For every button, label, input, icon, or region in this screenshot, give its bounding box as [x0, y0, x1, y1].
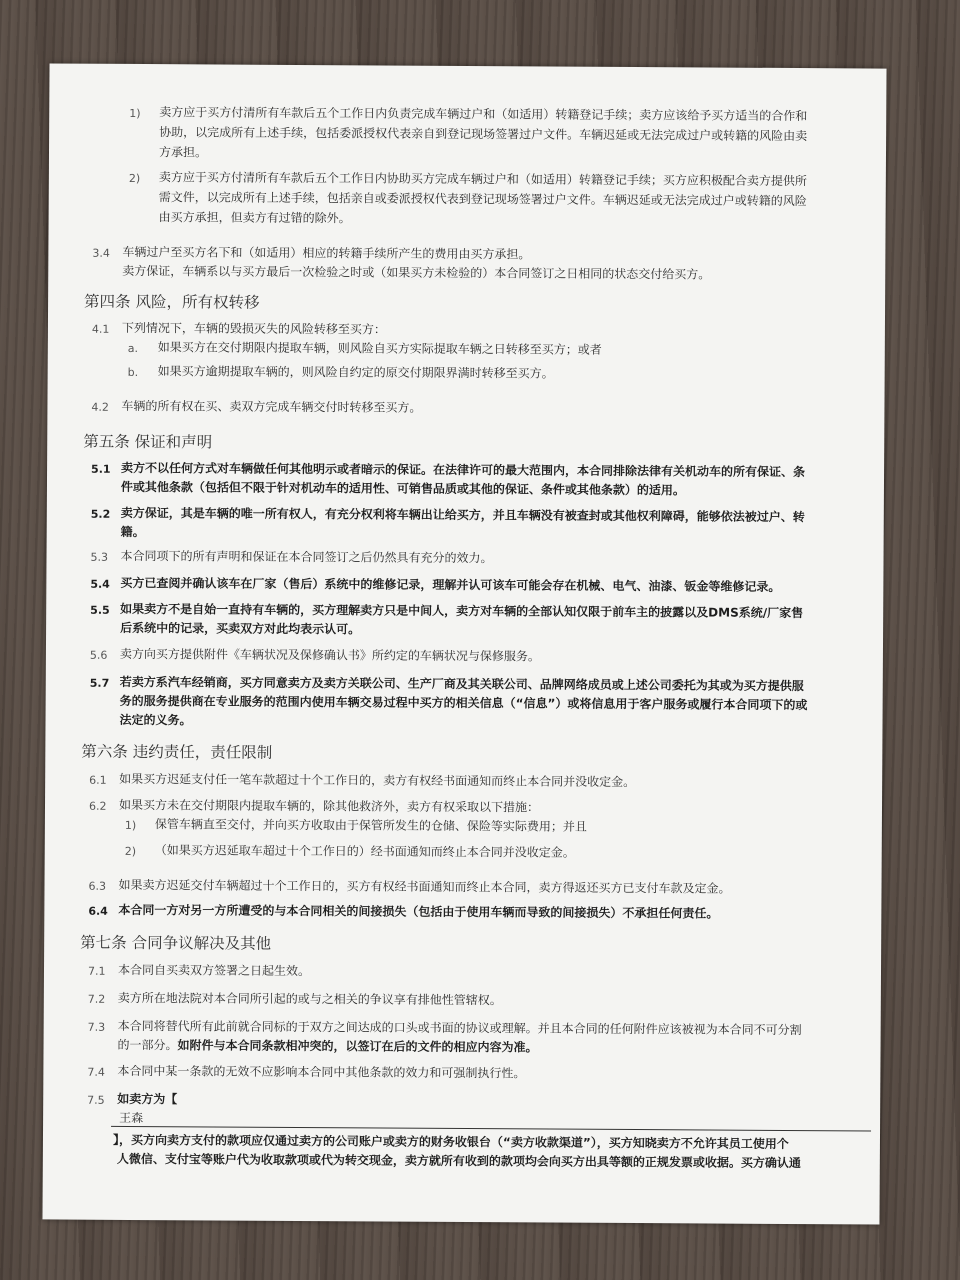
clause-number: 5.1	[91, 462, 111, 476]
clause-text: 件或其他条款（包括但不限于针对机动车的适用性、可销售品质或其他的保证、条件或其他条款）的适用。	[120, 479, 686, 498]
clause-text: 卖方不以任何方式对车辆做任何其他明示或者暗示的保证。在法律许可的最大范围内，本合同排除法律有关机动车的所有保证、条	[121, 460, 806, 480]
clause-text: 后系统中的记录，买卖双方对此均表示认可。	[120, 620, 361, 637]
clause-text: 如卖方为【	[117, 1091, 178, 1107]
clause-text: 本合同项下的所有声明和保证在本合同签订之后仍然具有充分的效力。	[120, 548, 493, 566]
clause-number: 7.2	[87, 992, 106, 1006]
clause-number: 5.2	[90, 507, 111, 521]
clause-text: 卖方保证，车辆系以与买方最后一次检验之时或（如果买方未检验的）本合同签订之日相同的状态交付给买方。	[122, 263, 711, 282]
clause-number: 5.5	[90, 603, 110, 617]
clause-text: 人微信、支付宝等账户代为收取款项或代为转交现金，卖方就所有收到的款项均会向买方出具等额的正规发票或收据。买方确认通	[116, 1151, 801, 1171]
clause-number: 6.2	[88, 799, 107, 813]
item-number: 2)	[124, 844, 137, 858]
clause-text: 如果买方迟延支付任一笔车款超过十个工作日的，卖方有权经书面通知而终止本合同并没收定金。	[119, 771, 636, 790]
section-heading: 第五条 保证和声明	[83, 432, 213, 452]
section-heading: 第六条 违约责任，责任限制	[81, 742, 273, 762]
clause-text: 车辆的所有权在买、卖双方完成车辆交付时转移至买方。	[121, 398, 422, 415]
clause-number: 5.7	[89, 676, 110, 690]
clause-number: 5.3	[90, 550, 109, 564]
clause-number: 6.4	[88, 904, 108, 918]
item-number: a.	[127, 341, 139, 356]
clause-text: 卖方向买方提供附件《车辆状况及保修确认书》所约定的车辆状况与保修服务。	[119, 646, 540, 664]
clause-text: （如果买方迟延取车超过十个工作日的）经书面通知而终止本合同并没收定金。	[154, 843, 575, 860]
clause-text: 本合同中某一条款的无效不应影响本合同中其他条款的效力和可强制执行性。	[117, 1063, 526, 1081]
clause-text: 本合同一方对另一方所遭受的与本合同相关的间接损失（包括由于使用车辆而导致的间接损失）不承担任何责任。	[118, 902, 719, 921]
clause-text: 本合同将替代所有此前就合同标的于双方之间达成的口头或书面的协议或理解。并且本合同的任何附件应该被视为本合同不可分割	[117, 1018, 802, 1038]
clause-text: 】，买方向卖方支付的款项应仅通过卖方的公司账户或卖方的财务收银台（“卖方收款渠道”），买方知晓卖方不允许其员工使用个	[112, 1132, 789, 1151]
item-number: 2)	[128, 171, 141, 186]
clause-text-part: 的一部分。	[117, 1037, 178, 1053]
clause-text: 法定的义务。	[119, 712, 192, 728]
clause-text: 由买方承担，但卖方有过错的除外。	[158, 210, 351, 226]
clause-number: 4.1	[91, 322, 110, 336]
clause-number: 6.1	[89, 773, 107, 787]
clause-text: 卖方应于买方付清所有车款后五个工作日内负责完成车辆过户和（如适用）转籍登记手续；卖方应该给予买方适当的合作和	[159, 105, 808, 124]
clause-text: 保管车辆直至交付，并向买方收取由于保管所发生的仓储、保险等实际费用；并且	[154, 817, 587, 834]
clause-text: 务的服务提供商在专业服务的范围内使用车辆交易过程中买方的相关信息（“信息”）或将信息用于客户服务或履行本合同项下的或	[119, 693, 808, 713]
clause-text-bold: 如附件与本合同条款相冲突的，以签订在后的文件的相应内容为准。	[177, 1038, 538, 1055]
clause-number: 7.3	[87, 1020, 106, 1034]
clause-number: 7.1	[87, 964, 106, 978]
clause-number: 4.2	[91, 400, 109, 414]
clause-number: 3.4	[92, 246, 110, 260]
clause-text: 方承担。	[158, 145, 208, 160]
clause-number: 5.6	[89, 648, 108, 662]
clause-text: 本合同自买卖双方签署之日起生效。	[117, 962, 311, 979]
section-heading: 第四条 风险，所有权转移	[84, 292, 260, 312]
fill-in-line	[111, 1126, 871, 1132]
clause-text: 需文件，以完成所有上述手续，包括亲自或委派授权代表到登记现场签署过户文件。车辆迟延或无法完成过户或转籍的风险	[158, 190, 807, 209]
clause-text	[117, 1037, 537, 1057]
clause-text: 如果卖方不是自始一直持有车辆的，买方理解卖方只是中间人，卖方对车辆的全部认知仅限于前车主的披露以及DMS系统/厂家售	[120, 601, 804, 621]
clause-text: 如果卖方迟延交付车辆超过十个工作日的，买方有权经书面通知而终止本合同，卖方得返还买方已支付车款及定金。	[118, 877, 731, 896]
clause-text: 如果买方在交付期限内提取车辆，则风险自买方实际提取车辆之日转移至买方；或者	[157, 340, 602, 357]
clause-text: 车辆过户至买方名下和（如适用）相应的转籍手续所产生的费用由买方承担。	[122, 244, 531, 262]
clause-text: 卖方应于买方付清所有车款后五个工作日内协助买方完成车辆过户和（如适用）转籍登记手续；买方应积极配合卖方提供所	[158, 170, 807, 189]
clause-text: 买方已查阅并确认该车在厂家（售后）系统中的维修记录，理解并认可该车可能会存在机械、电气、油漆、钣金等维修记录。	[120, 575, 781, 594]
seller-name-fill: 王森	[119, 1110, 144, 1126]
item-number: b.	[127, 365, 139, 380]
clause-text: 下列情况下，车辆的毁损灭失的风险转移至买方：	[121, 320, 386, 337]
clause-text: 若卖方系汽车经销商，买方同意卖方及卖方关联公司、生产厂商及其关联公司、品牌网络成员或上述公司委托为其或为买方提供服	[119, 674, 804, 694]
clause-text: 卖方所在地法院对本合同所引起的或与之相关的争议享有排他性管辖权。	[117, 990, 502, 1008]
clause-text: 协助，以完成所有上述手续，包括委派授权代表亲自到登记现场签署过户文件。车辆迟延或无法完成过户或转籍的风险由卖	[159, 125, 808, 144]
clause-number: 6.3	[88, 879, 107, 893]
item-number: 1)	[124, 818, 137, 832]
contract-page	[42, 63, 886, 1224]
clause-text: 卖方保证，其是车辆的唯一所有权人，有充分权利将车辆出让给买方，并且车辆没有被查封或其他权利障碍，能够依法被过户、转	[120, 505, 805, 525]
clause-number: 7.4	[87, 1065, 105, 1079]
clause-number: 5.4	[90, 577, 110, 591]
clause-number: 7.5	[87, 1093, 105, 1107]
item-number: 1)	[129, 106, 141, 121]
clause-text: 如果买方未在交付期限内提取车辆的，除其他救济外，卖方有权采取以下措施：	[118, 797, 540, 815]
clause-text: 籍。	[120, 524, 145, 540]
section-heading: 第七条 合同争议解决及其他	[80, 933, 272, 953]
clause-text: 如果买方逾期提取车辆的，则风险自约定的原交付期限界满时转移至买方。	[157, 364, 554, 381]
